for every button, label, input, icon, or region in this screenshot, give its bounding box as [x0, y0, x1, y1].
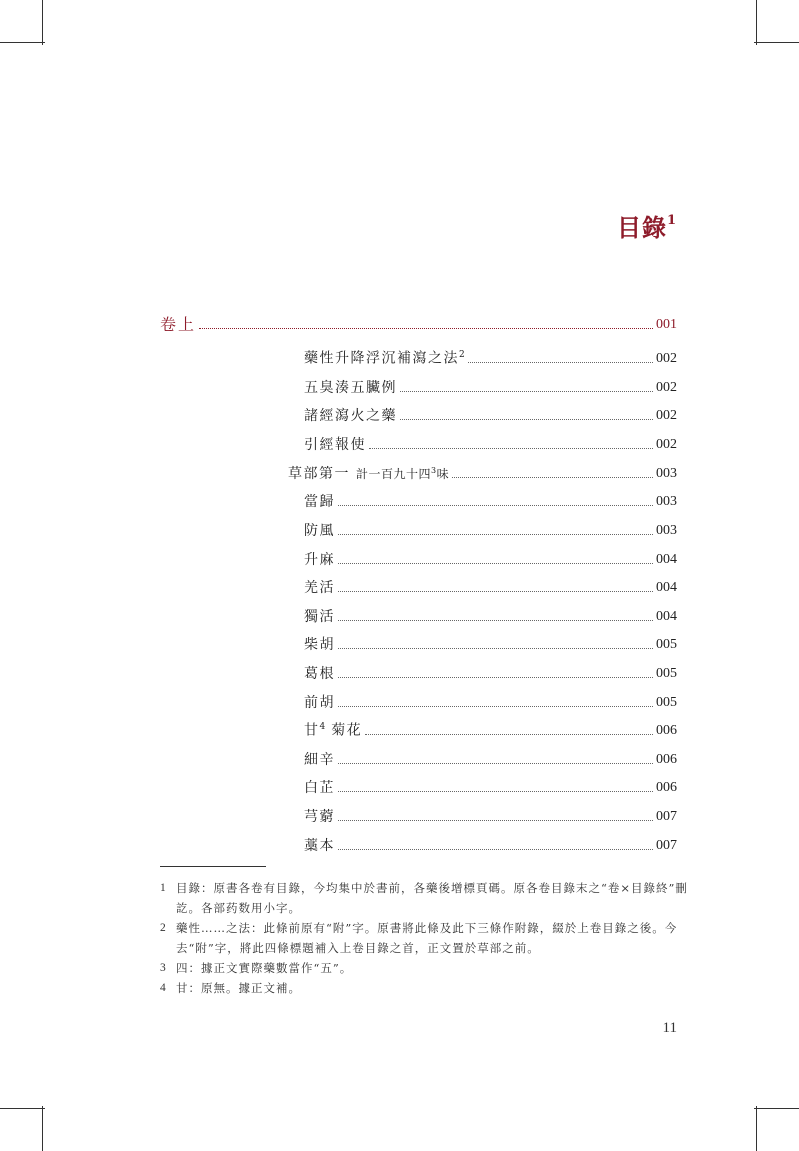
- toc-entry-label: 前胡: [304, 695, 335, 711]
- toc-entry-label: 芎藭: [304, 809, 335, 825]
- crop-mark-bottom-right-v: [756, 1106, 757, 1151]
- page-number: 11: [662, 1020, 677, 1036]
- footnote-number: 3: [160, 962, 167, 974]
- toc-entry-page: 006: [656, 752, 677, 767]
- dot-leader: [400, 391, 653, 392]
- toc-entry-row[interactable]: [304, 518, 677, 540]
- toc-entry-page: 005: [656, 666, 677, 681]
- toc-entry-label: 當歸: [304, 494, 335, 510]
- toc-entry-label: 藥性升降浮沉補瀉之法$^2$: [304, 350, 465, 367]
- toc-entry-row[interactable]: [304, 804, 677, 826]
- toc-entry-page: 003: [656, 523, 677, 538]
- title-note-ref: 1: [666, 213, 677, 228]
- toc-entry-page: 004: [656, 609, 677, 624]
- toc-entry-page: 004: [656, 552, 677, 567]
- toc-section-row[interactable]: [288, 461, 677, 483]
- toc-entry-row[interactable]: [304, 690, 677, 712]
- toc-volume-label: 卷上: [160, 315, 197, 334]
- toc-entry-row[interactable]: [304, 403, 677, 425]
- dot-leader: [338, 591, 653, 592]
- toc-entry-row[interactable]: [304, 718, 677, 740]
- crop-mark-bottom-right-h: [754, 1108, 799, 1109]
- toc-entry-page: 002: [656, 437, 677, 452]
- dot-leader: [338, 820, 653, 821]
- toc-entry-page: 003: [656, 494, 677, 509]
- toc-entry-label: 防風: [304, 523, 335, 539]
- footnote-number: 1: [160, 882, 167, 894]
- toc-entry-row[interactable]: [304, 575, 677, 597]
- dot-leader: [468, 362, 653, 363]
- dot-leader: [338, 763, 653, 764]
- toc-section-label: 草部第一: [288, 466, 350, 482]
- dot-leader: [452, 477, 653, 478]
- toc-volume-page: 001: [656, 317, 677, 332]
- dot-leader: [400, 419, 653, 420]
- footnote: [160, 978, 690, 998]
- crop-mark-bottom-left-h: [0, 1108, 45, 1109]
- toc-entry-page: 007: [656, 838, 677, 853]
- toc-entry-page: 002: [656, 380, 677, 395]
- dot-leader: [338, 791, 653, 792]
- footnote-text: 藥性……之法：此條前原有“附”字。原書將此條及此下三條作附錄，綴於上卷目錄之後。今去“附”字，將此四條標題補入上卷目錄之首，正文置於草部之前。: [176, 921, 678, 955]
- dot-leader: [338, 677, 653, 678]
- toc-entry-page: 006: [656, 723, 677, 738]
- toc-entry-row[interactable]: [304, 833, 677, 855]
- toc-entry-label: 葛根: [304, 666, 335, 682]
- footnote: [160, 878, 690, 918]
- dot-leader: [338, 648, 653, 649]
- toc-entry-label: 獨活: [304, 609, 335, 625]
- toc-entry-page: 007: [656, 809, 677, 824]
- toc-entry-page: 005: [656, 695, 677, 710]
- toc-entry-label: 羌活: [304, 580, 335, 596]
- footnote-text: 目錄：原書各卷有目錄，今均集中於書前，各藥後增標頁碼。原各卷目錄末之“卷×目錄終”刪訖。各部药数用小字。: [176, 881, 688, 915]
- dot-leader: [338, 849, 653, 850]
- footnote-text: 四：據正文實際藥數當作“五”。: [176, 961, 353, 975]
- page-title: 目錄$^1$: [616, 213, 677, 242]
- toc-entry-label: 細辛: [304, 752, 335, 768]
- dot-leader: [338, 505, 653, 506]
- toc-entry-label: 升麻: [304, 552, 335, 568]
- toc-entry-row[interactable]: [304, 604, 677, 626]
- footnote-text: 甘：原無。據正文補。: [176, 981, 301, 995]
- toc-entry-row[interactable]: [304, 747, 677, 769]
- toc-entry-label: 引經報使: [304, 437, 366, 453]
- dot-leader: [365, 734, 653, 735]
- footnote-number: 2: [160, 922, 167, 934]
- footnote-rule: [160, 866, 266, 867]
- dot-leader: [338, 563, 653, 564]
- toc-entry-page: 003: [656, 466, 677, 481]
- toc-entry-label: 五臭湊五臟例: [304, 380, 397, 396]
- toc-entry-row[interactable]: [304, 375, 677, 397]
- toc-entry-row[interactable]: [304, 632, 677, 654]
- toc-section-count-note: 計一百九十四$^3$味: [356, 466, 450, 481]
- dot-leader: [199, 328, 653, 329]
- toc-entry-page: 002: [656, 408, 677, 423]
- toc-entry-row[interactable]: [304, 346, 677, 368]
- toc-entry-label: 柴胡: [304, 637, 335, 653]
- toc-entry-row[interactable]: [304, 489, 677, 511]
- toc-entry-row[interactable]: [304, 547, 677, 569]
- toc-entry-page: 002: [656, 351, 677, 366]
- toc-entry-label: 白芷: [304, 780, 335, 796]
- toc-entry-label: 諸經瀉火之藥: [304, 408, 397, 424]
- footnote-number: 4: [160, 982, 167, 994]
- toc-volume-row[interactable]: [160, 312, 677, 334]
- footnote: [160, 918, 690, 958]
- dot-leader: [369, 448, 653, 449]
- crop-mark-top-right-h: [754, 42, 799, 43]
- toc-entry-label: 藁本: [304, 838, 335, 854]
- footnotes: [160, 878, 690, 998]
- crop-mark-top-right-v: [756, 0, 757, 45]
- toc-entry-row[interactable]: [304, 432, 677, 454]
- toc-entry-page: 006: [656, 780, 677, 795]
- crop-mark-top-left-v: [42, 0, 43, 45]
- footnote: [160, 958, 690, 978]
- toc-entry-page: 004: [656, 580, 677, 595]
- toc-entry-row[interactable]: [304, 775, 677, 797]
- crop-mark-top-left-h: [0, 42, 45, 43]
- dot-leader: [338, 620, 653, 621]
- toc-entry-label: 甘$^4$ 菊花: [304, 722, 363, 739]
- toc-section-note-ref: 3: [431, 466, 437, 475]
- toc-entry-note-ref: 4: [319, 722, 326, 733]
- crop-mark-bottom-left-v: [42, 1106, 43, 1151]
- dot-leader: [338, 534, 653, 535]
- dot-leader: [338, 706, 653, 707]
- toc-entry-row[interactable]: [304, 661, 677, 683]
- toc-entry-note-ref: 2: [459, 350, 465, 361]
- toc-entry-page: 005: [656, 637, 677, 652]
